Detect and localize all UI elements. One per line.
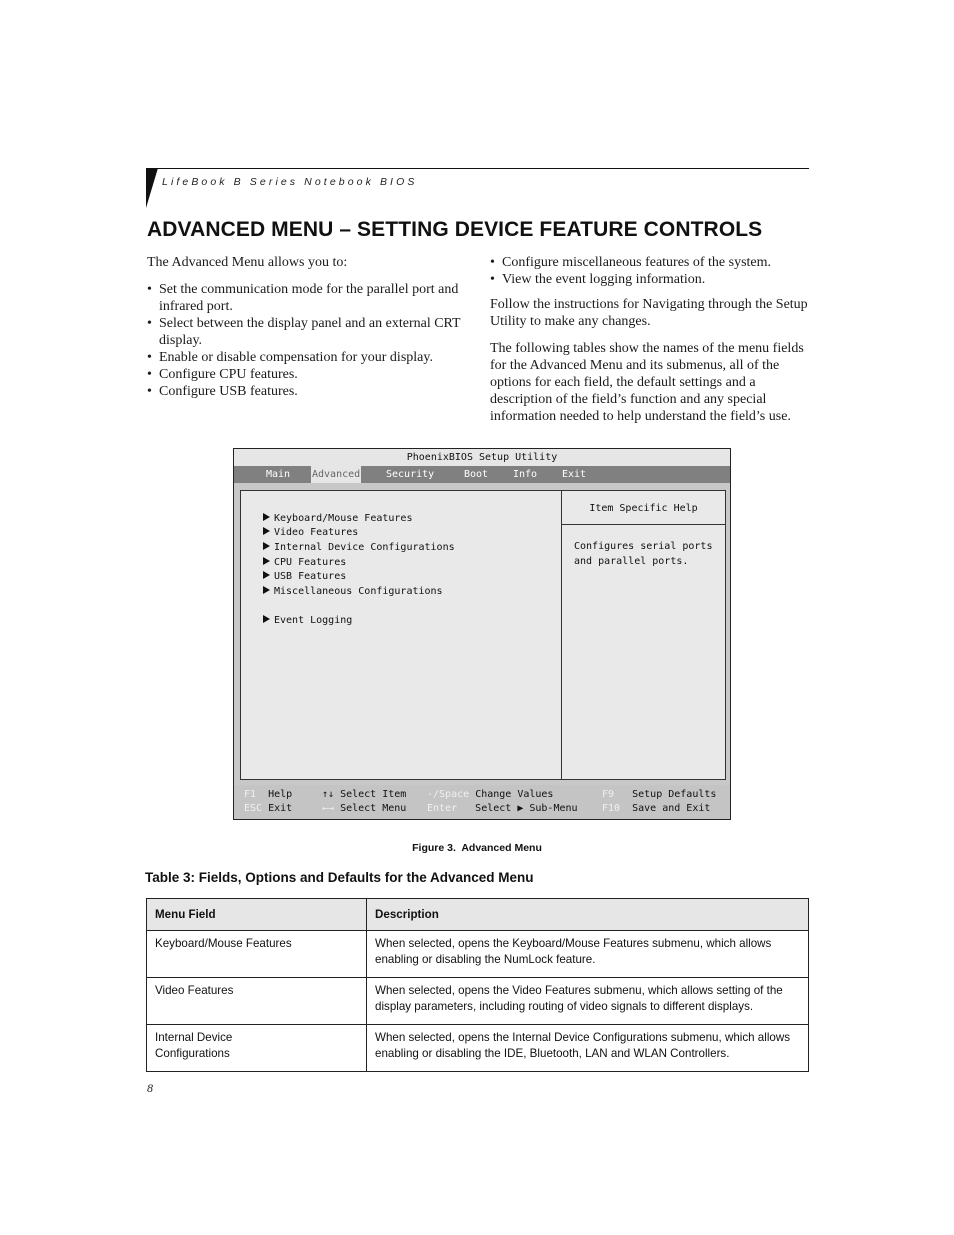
table-row — [147, 931, 809, 978]
key-f10: F10 Save and Exit — [602, 803, 711, 814]
list-item: • View the event logging information. — [490, 271, 812, 288]
menu-field-cell: Keyboard/Mouse Features — [147, 931, 367, 978]
description-cell: When selected, opens the Video Features submenu, which allows setting of the display parameters, including routing of video signals to different displays. — [367, 978, 809, 1025]
menu-main[interactable]: Main — [266, 469, 291, 480]
menu-exit[interactable]: Exit — [562, 469, 587, 480]
entry-label: Video Features — [274, 527, 359, 538]
bios-entry-misc[interactable] — [263, 585, 443, 599]
bios-screen — [233, 448, 731, 820]
list-item: • Configure miscellaneous features of the system. — [490, 254, 812, 271]
column-header: Menu Field — [147, 899, 367, 931]
bios-entry-event-logging[interactable] — [263, 614, 352, 628]
entry-label: Internal Device Configurations — [274, 542, 455, 553]
list-item: • Configure CPU features. — [147, 366, 469, 383]
menu-security[interactable]: Security — [386, 469, 435, 480]
table-caption: Table 3: Fields, Options and Defaults for the Advanced Menu — [145, 870, 534, 885]
submenu-arrow-icon — [263, 586, 270, 594]
description-cell: When selected, opens the Keyboard/Mouse Features submenu, which allows enabling or disabling the NumLock feature. — [367, 931, 809, 978]
page-number: 8 — [147, 1081, 153, 1095]
header-corner-mark — [146, 168, 158, 208]
bios-entry-usb[interactable] — [263, 570, 346, 584]
list-item: • Enable or disable compensation for your display. — [147, 349, 469, 366]
entry-label: Keyboard/Mouse Features — [274, 513, 413, 524]
bios-entry-cpu[interactable] — [263, 556, 346, 570]
key-space: -/Space Change Values — [427, 789, 554, 800]
submenu-arrow-icon — [263, 542, 270, 550]
menu-field-cell: Internal Device Configurations — [147, 1025, 367, 1072]
page-title-text: ADVANCED MENU – SETTING DEVICE FEATURE CONTROLS — [147, 218, 763, 241]
key-enter: Enter Select ▶ Sub-Menu — [427, 803, 578, 814]
bios-title: PhoenixBIOS Setup Utility — [234, 449, 730, 466]
key-f9: F9 Setup Defaults — [602, 789, 717, 800]
key-leftright: ←→ Select Menu — [322, 803, 407, 814]
bios-menu-bar — [234, 466, 730, 483]
left-column — [147, 254, 469, 400]
submenu-arrow-icon — [263, 513, 270, 521]
help-title: Item Specific Help — [562, 491, 725, 525]
menu-info[interactable]: Info — [513, 469, 538, 480]
entry-label: Miscellaneous Configurations — [274, 586, 443, 597]
left-bullet-list — [147, 281, 469, 400]
intro-text: The Advanced Menu allows you to: — [147, 255, 348, 270]
header-rule — [147, 168, 809, 169]
bios-entry-internal-device[interactable] — [263, 541, 455, 555]
menu-field-cell: Video Features — [147, 978, 367, 1025]
column-header: Description — [367, 899, 809, 931]
bios-key-legend — [234, 785, 730, 819]
submenu-arrow-icon — [263, 615, 270, 623]
submenu-arrow-icon — [263, 527, 270, 535]
key-esc: ESC Exit — [244, 803, 293, 814]
entry-label: CPU Features — [274, 557, 347, 568]
description-cell: When selected, opens the Internal Device Configurations submenu, which allows enabling or disabling the IDE, Bluetooth, LAN and WLAN Controllers. — [367, 1025, 809, 1072]
page-title — [147, 218, 762, 242]
menu-boot[interactable]: Boot — [464, 469, 489, 480]
help-line: and parallel ports. — [574, 556, 689, 567]
help-text — [574, 539, 724, 569]
figure-caption: Figure 3. Advanced Menu — [412, 842, 542, 854]
list-item: • Select between the display panel and an external CRT display. — [147, 315, 469, 349]
help-line: Configures serial ports — [574, 541, 713, 552]
key-f1: F1 Help — [244, 789, 293, 800]
list-item: • Set the communication mode for the parallel port and infrared port. — [147, 281, 469, 315]
key-updown: ↑↓ Select Item — [322, 789, 407, 800]
list-item: • Configure USB features. — [147, 383, 469, 400]
bios-entry-video[interactable] — [263, 526, 358, 540]
running-header: LifeBook B Series Notebook BIOS — [162, 176, 418, 188]
fields-table — [146, 898, 809, 1072]
tables-paragraph: The following tables show the names of the menu fields for the Advanced Menu and its submenus, all of the options for each field, the default settings and a description of the field’s function and any special information needed to help understand the field’s use. — [490, 341, 804, 424]
bios-menu-panel — [240, 490, 562, 780]
entry-label: Event Logging — [274, 615, 353, 626]
bios-entry-keyboard-mouse[interactable] — [263, 512, 412, 526]
table-row — [147, 978, 809, 1025]
entry-label: USB Features — [274, 571, 347, 582]
right-column — [490, 254, 812, 435]
submenu-arrow-icon — [263, 571, 270, 579]
submenu-arrow-icon — [263, 557, 270, 565]
instructions-paragraph: Follow the instructions for Navigating through the Setup Utility to make any changes. — [490, 297, 808, 329]
menu-advanced[interactable]: Advanced — [311, 466, 361, 483]
table-header-row — [147, 899, 809, 931]
table-row — [147, 1025, 809, 1072]
bios-help-panel — [561, 490, 726, 780]
right-bullet-list — [490, 254, 812, 288]
